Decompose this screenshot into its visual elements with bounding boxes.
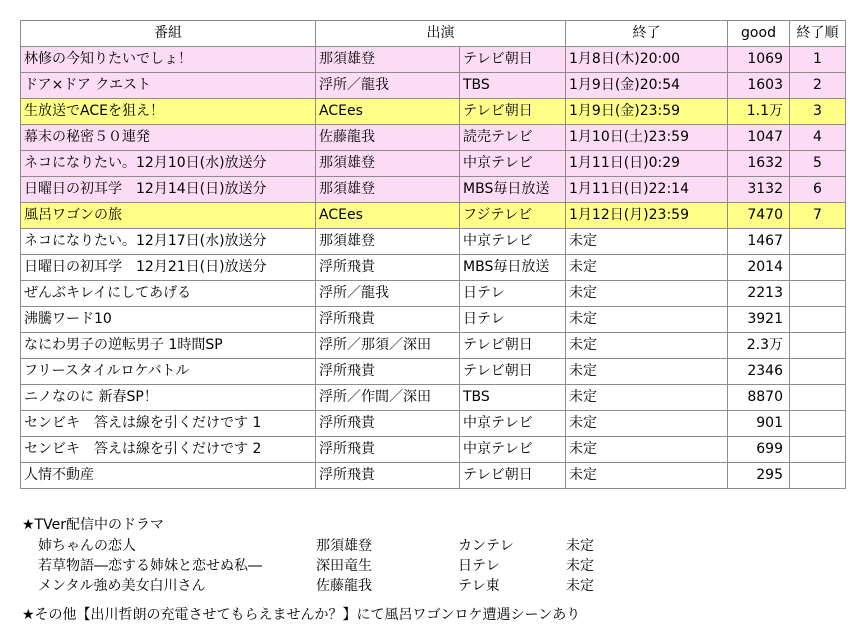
table-row	[21, 463, 846, 489]
cast-cell[interactable]: 浮所／龍我	[316, 281, 460, 307]
order-cell[interactable]	[790, 437, 846, 463]
good-cell[interactable]: 3921	[728, 307, 790, 333]
header-good[interactable]: good	[728, 21, 790, 47]
tver-drama-item	[0, 576, 850, 596]
station-cell[interactable]: 中京テレビ	[460, 437, 566, 463]
end-cell[interactable]: 未定	[566, 437, 728, 463]
order-cell[interactable]	[790, 281, 846, 307]
cast-cell[interactable]: 浮所飛貴	[316, 255, 460, 281]
header-end[interactable]: 終了	[566, 21, 728, 47]
order-cell[interactable]: 3	[790, 99, 846, 125]
header-order[interactable]: 終了順	[790, 21, 846, 47]
cast-cell[interactable]: 浮所飛貴	[316, 307, 460, 333]
station-cell[interactable]: MBS毎日放送	[460, 255, 566, 281]
end-cell[interactable]: 未定	[566, 229, 728, 255]
good-cell[interactable]: 2213	[728, 281, 790, 307]
program-table	[20, 20, 846, 489]
end-cell[interactable]: 1月12日(月)23:59	[566, 203, 728, 229]
cast-cell[interactable]: 浮所飛貴	[316, 437, 460, 463]
cast-cell[interactable]: 浮所／那須／深田	[316, 333, 460, 359]
table-row	[21, 229, 846, 255]
order-cell[interactable]: 1	[790, 47, 846, 73]
order-cell[interactable]: 6	[790, 177, 846, 203]
good-cell[interactable]: 1.1万	[728, 99, 790, 125]
tver-drama-title: 若草物語―恋する姉妹と恋せぬ私―	[38, 558, 262, 574]
end-cell[interactable]: 未定	[566, 385, 728, 411]
tver-drama-station: カンテレ	[458, 538, 514, 554]
program-cell[interactable]: 風呂ワゴンの旅	[21, 203, 316, 229]
program-cell[interactable]: 幕末の秘密５０連発	[21, 125, 316, 151]
tver-drama-cast: 佐藤龍我	[316, 578, 372, 594]
table-row	[21, 281, 846, 307]
cast-cell[interactable]: 佐藤龍我	[316, 125, 460, 151]
station-cell[interactable]: 中京テレビ	[460, 151, 566, 177]
good-cell[interactable]: 3132	[728, 177, 790, 203]
cast-cell[interactable]: 浮所飛貴	[316, 359, 460, 385]
order-cell[interactable]	[790, 333, 846, 359]
good-cell[interactable]: 295	[728, 463, 790, 489]
good-cell[interactable]: 1632	[728, 151, 790, 177]
order-cell[interactable]: 7	[790, 203, 846, 229]
order-cell[interactable]: 5	[790, 151, 846, 177]
cast-cell[interactable]: 那須雄登	[316, 229, 460, 255]
end-cell[interactable]: 1月10日(土)23:59	[566, 125, 728, 151]
end-cell[interactable]: 1月8日(木)20:00	[566, 47, 728, 73]
tver-drama-end: 未定	[566, 578, 594, 594]
tver-drama-title: 姉ちゃんの恋人	[38, 538, 136, 554]
header-cast[interactable]: 出演	[316, 21, 566, 47]
tver-drama-cast: 深田竜生	[316, 558, 372, 574]
good-cell[interactable]: 2.3万	[728, 333, 790, 359]
end-cell[interactable]: 1月9日(金)23:59	[566, 99, 728, 125]
program-cell[interactable]: ネコになりたい。12月10日(水)放送分	[21, 151, 316, 177]
order-cell[interactable]	[790, 359, 846, 385]
station-cell[interactable]: 読売テレビ	[460, 125, 566, 151]
cast-cell[interactable]: 那須雄登	[316, 47, 460, 73]
tver-section-title: ★TVer配信中のドラマ	[22, 517, 164, 533]
tver-drama-end: 未定	[566, 538, 594, 554]
station-cell[interactable]: テレビ朝日	[460, 47, 566, 73]
tver-drama-station: テレ東	[458, 578, 500, 594]
station-cell[interactable]: TBS	[460, 385, 566, 411]
header-row	[21, 21, 846, 47]
order-cell[interactable]: 2	[790, 73, 846, 99]
table-row	[21, 177, 846, 203]
station-cell[interactable]: TBS	[460, 73, 566, 99]
end-cell[interactable]: 未定	[566, 255, 728, 281]
table-row	[21, 437, 846, 463]
cast-cell[interactable]: 浮所飛貴	[316, 411, 460, 437]
table-row	[21, 203, 846, 229]
good-cell[interactable]: 1467	[728, 229, 790, 255]
program-cell[interactable]: ニノなのに 新春SP！	[21, 385, 316, 411]
station-cell[interactable]: 日テレ	[460, 281, 566, 307]
tver-drama-title: メンタル強め美女白川さん	[38, 578, 206, 594]
cast-cell[interactable]: 浮所／作間／深田	[316, 385, 460, 411]
station-cell[interactable]: テレビ朝日	[460, 463, 566, 489]
header-program[interactable]: 番組	[21, 21, 316, 47]
cast-cell[interactable]: 那須雄登	[316, 177, 460, 203]
good-cell[interactable]: 1603	[728, 73, 790, 99]
station-cell[interactable]: MBS毎日放送	[460, 177, 566, 203]
tver-drama-item	[0, 556, 850, 576]
program-cell[interactable]: 生放送でACEを狙え！	[21, 99, 316, 125]
order-cell[interactable]: 4	[790, 125, 846, 151]
program-cell[interactable]: センビキ 答えは線を引くだけです 1	[21, 411, 316, 437]
cast-cell[interactable]: ACEes	[316, 99, 460, 125]
good-cell[interactable]: 2346	[728, 359, 790, 385]
tver-drama-cast: 那須雄登	[316, 538, 372, 554]
end-cell[interactable]: 未定	[566, 281, 728, 307]
program-cell[interactable]: 林修の今知りたいでしょ！	[21, 47, 316, 73]
good-cell[interactable]: 7470	[728, 203, 790, 229]
program-cell[interactable]: ネコになりたい。12月17日(水)放送分	[21, 229, 316, 255]
end-cell[interactable]: 未定	[566, 333, 728, 359]
table-row	[21, 125, 846, 151]
good-cell[interactable]: 8870	[728, 385, 790, 411]
good-cell[interactable]: 901	[728, 411, 790, 437]
tver-drama-station: 日テレ	[458, 558, 500, 574]
good-cell[interactable]: 1047	[728, 125, 790, 151]
order-cell[interactable]	[790, 411, 846, 437]
station-cell[interactable]: 日テレ	[460, 307, 566, 333]
program-cell[interactable]: ドア×ドア クエスト	[21, 73, 316, 99]
end-cell[interactable]: 未定	[566, 411, 728, 437]
table-row	[21, 411, 846, 437]
table-row	[21, 255, 846, 281]
table-row	[21, 151, 846, 177]
station-cell[interactable]: テレビ朝日	[460, 359, 566, 385]
cast-cell[interactable]: 那須雄登	[316, 151, 460, 177]
tver-drama-end: 未定	[566, 558, 594, 574]
end-cell[interactable]: 未定	[566, 463, 728, 489]
cast-cell[interactable]: 浮所／龍我	[316, 73, 460, 99]
order-cell[interactable]	[790, 463, 846, 489]
cast-cell[interactable]: ACEes	[316, 203, 460, 229]
station-cell[interactable]: テレビ朝日	[460, 99, 566, 125]
program-cell[interactable]: 日曜日の初耳学 12月21日(日)放送分	[21, 255, 316, 281]
program-cell[interactable]: センビキ 答えは線を引くだけです 2	[21, 437, 316, 463]
order-cell[interactable]	[790, 385, 846, 411]
table-row	[21, 333, 846, 359]
table-row	[21, 359, 846, 385]
end-cell[interactable]: 未定	[566, 307, 728, 333]
tver-drama-item	[0, 536, 850, 556]
program-cell[interactable]: 人情不動産	[21, 463, 316, 489]
table-row	[21, 73, 846, 99]
other-note: ★その他【出川哲朗の充電させてもらえませんか？】にて風呂ワゴンロケ遭遇シーンあり	[22, 607, 581, 623]
end-cell[interactable]: 1月11日(日)0:29	[566, 151, 728, 177]
table-row	[21, 99, 846, 125]
station-cell[interactable]: テレビ朝日	[460, 333, 566, 359]
program-cell[interactable]: ぜんぶキレイにしてあげる	[21, 281, 316, 307]
cast-cell[interactable]: 浮所飛貴	[316, 463, 460, 489]
station-cell[interactable]: 中京テレビ	[460, 411, 566, 437]
order-cell[interactable]	[790, 229, 846, 255]
good-cell[interactable]: 2014	[728, 255, 790, 281]
station-cell[interactable]: 中京テレビ	[460, 229, 566, 255]
order-cell[interactable]	[790, 307, 846, 333]
program-cell[interactable]: 沸騰ワード10	[21, 307, 316, 333]
program-cell[interactable]: なにわ男子の逆転男子 1時間SP	[21, 333, 316, 359]
program-cell[interactable]: フリースタイルロケバトル	[21, 359, 316, 385]
end-cell[interactable]: 未定	[566, 359, 728, 385]
program-cell[interactable]: 日曜日の初耳学 12月14日(日)放送分	[21, 177, 316, 203]
good-cell[interactable]: 699	[728, 437, 790, 463]
table-row	[21, 385, 846, 411]
order-cell[interactable]	[790, 255, 846, 281]
good-cell[interactable]: 1069	[728, 47, 790, 73]
table-row	[21, 47, 846, 73]
station-cell[interactable]: フジテレビ	[460, 203, 566, 229]
end-cell[interactable]: 1月11日(日)22:14	[566, 177, 728, 203]
end-cell[interactable]: 1月9日(金)20:54	[566, 73, 728, 99]
table-row	[21, 307, 846, 333]
